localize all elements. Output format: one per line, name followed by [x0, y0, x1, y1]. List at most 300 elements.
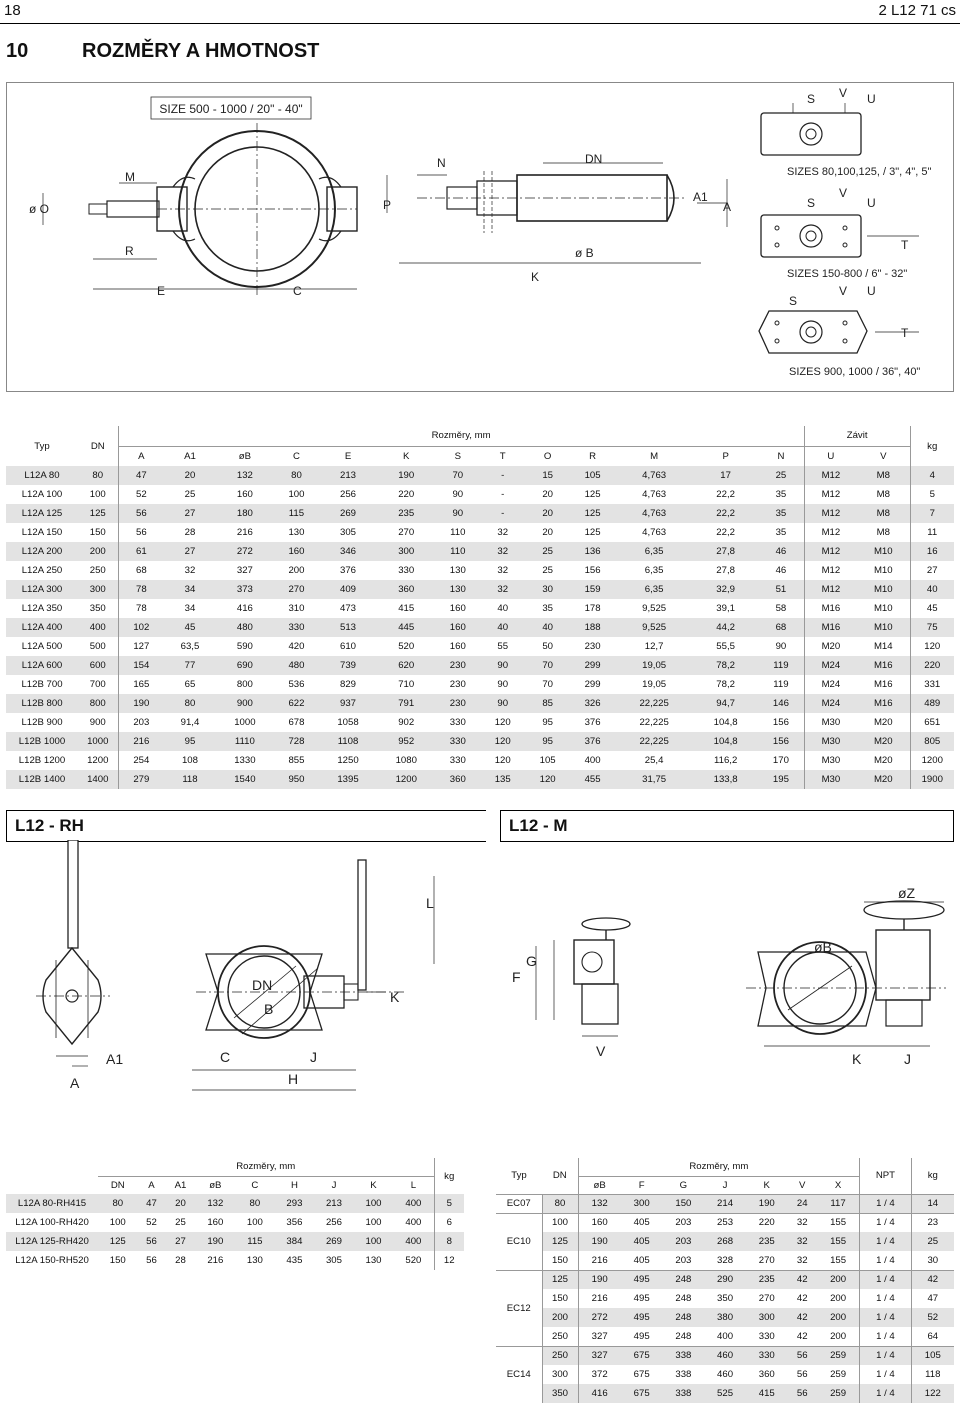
rh-table-cell: 150: [109, 1255, 126, 1266]
table-cell: 203: [118, 713, 164, 732]
table-cell: 1200: [78, 751, 118, 770]
m-table-row: [496, 1289, 954, 1308]
table-cell: 46: [758, 542, 804, 561]
m-table-cell: 200: [817, 1308, 860, 1327]
m-table-row: [496, 1213, 954, 1232]
table-cell: 78: [118, 580, 164, 599]
table-cell: 70: [525, 656, 570, 675]
m-table-cell: 23: [911, 1213, 954, 1232]
column-header: K: [377, 446, 435, 466]
table-cell: 160: [435, 618, 480, 637]
table-cell: 110: [435, 523, 480, 542]
rh-table-cell: 100: [246, 1217, 263, 1228]
rh-label-l: L: [426, 895, 434, 911]
table-cell: M24: [804, 675, 857, 694]
table-cell: 105: [525, 751, 570, 770]
table-cell: 125: [78, 504, 118, 523]
table-cell: 32: [480, 523, 525, 542]
m-table-cell: 400: [717, 1330, 734, 1342]
rh-table-cell: 8: [434, 1232, 464, 1251]
table-cell: 200: [274, 561, 319, 580]
m-table-cell: 338: [663, 1384, 705, 1403]
rh-table-cell: 125: [98, 1232, 138, 1251]
table-cell: 902: [377, 713, 435, 732]
label-p: P: [383, 198, 392, 212]
table-cell: 125: [570, 523, 615, 542]
table-cell: 489: [910, 694, 954, 713]
rh-table-cell: 47: [138, 1194, 166, 1213]
section-heading: ROZMĚRY A HMOTNOST: [82, 40, 320, 62]
m-table-cell: 495: [633, 1293, 650, 1304]
table-cell: 250: [78, 561, 118, 580]
table-cell: 78: [118, 599, 164, 618]
rh-table-cell: 25: [175, 1217, 186, 1228]
table-cell: 159: [570, 580, 615, 599]
m-table-row: [496, 1270, 954, 1289]
table-cell: 78,2: [693, 675, 758, 694]
table-cell: 739: [319, 656, 377, 675]
m-table-cell: 405: [621, 1232, 663, 1251]
table-row: [6, 542, 954, 561]
rh-column-header: DN: [110, 1179, 125, 1191]
m-table-cell: 338: [663, 1346, 705, 1365]
m-table-cell: 118: [911, 1365, 954, 1384]
rh-column-header: øB: [209, 1179, 222, 1191]
label-r: R: [125, 244, 134, 258]
m-table-cell: 380: [704, 1308, 746, 1327]
table-cell: 45: [164, 618, 216, 637]
rh-table-row: [6, 1232, 464, 1251]
m-table-cell: 1 / 4: [860, 1251, 911, 1270]
sizes-small-label: SIZES 80,100,125, / 3", 4", 5": [787, 166, 932, 178]
table-cell: 25,4: [615, 751, 693, 770]
table-cell: 360: [377, 580, 435, 599]
table-cell: 5: [910, 485, 954, 504]
m-table-cell: 525: [704, 1384, 746, 1403]
table-cell: 4,763: [615, 504, 693, 523]
table-cell: 200: [78, 542, 118, 561]
table-cell: 27: [164, 504, 216, 523]
table-cell: 1200: [377, 770, 435, 789]
m-table-cell: 405: [633, 1254, 650, 1266]
table-cell: M30: [804, 770, 857, 789]
rh-group-dimensions: Rozměry, mm: [98, 1158, 434, 1176]
m-label-f: F: [512, 969, 521, 985]
m-table-cell: 675: [621, 1346, 663, 1365]
table-cell: 90: [480, 675, 525, 694]
table-cell: 9,525: [615, 599, 693, 618]
m-table-cell: 250: [542, 1346, 578, 1365]
m-type-cell: EC10: [496, 1213, 542, 1270]
rh-label-dn: DN: [252, 977, 273, 993]
table-row: [6, 732, 954, 751]
table-cell: 1058: [319, 713, 377, 732]
rh-column-header: J: [331, 1179, 337, 1191]
table-cell: M10: [857, 599, 910, 618]
m-table-cell: 122: [911, 1384, 954, 1403]
label-t-3: T: [901, 326, 909, 340]
column-header: A1: [164, 446, 216, 466]
rh-table-cell: 216: [207, 1255, 224, 1266]
table-cell: 55: [480, 637, 525, 656]
table-cell: 40: [480, 599, 525, 618]
table-cell: 110: [435, 542, 480, 561]
label-b: ø B: [575, 246, 594, 260]
table-cell: 68: [118, 561, 164, 580]
m-table-cell: 125: [542, 1232, 578, 1251]
table-cell: 513: [319, 618, 377, 637]
table-cell: 56: [118, 504, 164, 523]
table-cell: 25: [164, 485, 216, 504]
table-row: [6, 694, 954, 713]
m-table-cell: 1 / 4: [860, 1232, 911, 1251]
table-cell: 25: [758, 466, 804, 485]
table-cell: 270: [274, 580, 319, 599]
m-table-cell: 203: [675, 1254, 692, 1266]
table-cell: 480: [274, 656, 319, 675]
m-type-cell: EC07: [496, 1194, 542, 1213]
m-table-cell: 1 / 4: [860, 1327, 911, 1346]
table-cell: 132: [216, 466, 274, 485]
rh-table-cell: 130: [365, 1255, 382, 1266]
rh-table-cell: 80: [98, 1194, 138, 1213]
table-cell: 855: [274, 751, 319, 770]
table-cell: 4: [910, 466, 954, 485]
column-header: R: [570, 446, 615, 466]
m-table-cell: 155: [817, 1213, 860, 1232]
m-type-cell: EC12: [496, 1270, 542, 1346]
table-cell: 230: [435, 694, 480, 713]
table-cell: 651: [910, 713, 954, 732]
table-row: [6, 713, 954, 732]
table-cell: 165: [118, 675, 164, 694]
label-k: K: [531, 270, 540, 284]
table-column-header: [6, 446, 954, 466]
table-cell: 125: [570, 504, 615, 523]
m-table-cell: 338: [675, 1369, 692, 1380]
table-cell: 272: [216, 542, 274, 561]
m-table-cell: 155: [830, 1254, 847, 1266]
m-section-title: L12 - M: [500, 810, 954, 842]
table-cell: 480: [216, 618, 274, 637]
m-table-cell: 1 / 4: [860, 1289, 911, 1308]
m-table-cell: 203: [663, 1232, 705, 1251]
table-cell: 330: [435, 713, 480, 732]
m-column-header: X: [834, 1179, 842, 1191]
table-cell: M14: [857, 637, 910, 656]
table-cell: M12: [804, 561, 857, 580]
column-header: øB: [216, 446, 274, 466]
table-cell: 94,7: [693, 694, 758, 713]
table-cell: 230: [435, 675, 480, 694]
m-table-cell: 235: [746, 1270, 788, 1289]
table-cell: 130: [435, 580, 480, 599]
rh-table-cell: 435: [286, 1255, 303, 1266]
label-m: M: [125, 170, 135, 184]
table-cell: 326: [570, 694, 615, 713]
table-cell: 600: [78, 656, 118, 675]
table-cell: M24: [804, 694, 857, 713]
table-cell: 35: [525, 599, 570, 618]
label-s-1: S: [807, 92, 816, 106]
m-label-z: øZ: [898, 885, 916, 901]
table-cell: M10: [857, 561, 910, 580]
table-cell: 4,763: [615, 466, 693, 485]
table-cell: 235: [377, 504, 435, 523]
table-cell: 220: [377, 485, 435, 504]
table-cell: 85: [525, 694, 570, 713]
table-row: [6, 675, 954, 694]
m-table-cell: 1 / 4: [860, 1346, 911, 1365]
m-table-cell: 42: [911, 1270, 954, 1289]
table-cell: M20: [857, 770, 910, 789]
table-cell: 376: [319, 561, 377, 580]
group-dimensions: Rozměry, mm: [118, 426, 804, 446]
table-cell: 536: [274, 675, 319, 694]
m-label-k: K: [852, 1051, 862, 1067]
table-row: [6, 485, 954, 504]
table-cell: 34: [164, 580, 216, 599]
dimension-drawing: [6, 82, 954, 392]
section-number: 10: [6, 40, 29, 62]
m-table-cell: 1 / 4: [860, 1384, 911, 1403]
table-cell: 400: [570, 751, 615, 770]
m-table-cell: 675: [633, 1369, 650, 1380]
table-cell: 16: [910, 542, 954, 561]
table-cell: 254: [118, 751, 164, 770]
m-column-header: K: [763, 1179, 770, 1191]
table-cell: 520: [377, 637, 435, 656]
table-cell: 188: [570, 618, 615, 637]
rh-table-cell: 400: [393, 1232, 434, 1251]
table-cell: M10: [857, 580, 910, 599]
rh-table-cell: 190: [196, 1232, 236, 1251]
table-cell: M8: [857, 504, 910, 523]
rh-table-row: [6, 1194, 464, 1213]
table-row: [6, 637, 954, 656]
table-cell: 22,2: [693, 504, 758, 523]
table-cell: 700: [78, 675, 118, 694]
table-cell: M16: [804, 599, 857, 618]
table-cell: 120: [910, 637, 954, 656]
m-table-cell: 415: [746, 1384, 788, 1403]
rh-table-cell: 12: [434, 1251, 464, 1270]
table-cell: 195: [758, 770, 804, 789]
m-table-row: [496, 1327, 954, 1346]
m-table-cell: 200: [817, 1270, 860, 1289]
col-kg: kg: [910, 426, 954, 466]
table-cell: 116,2: [693, 751, 758, 770]
table-cell: M16: [804, 618, 857, 637]
table-cell: 78,2: [693, 656, 758, 675]
m-table-cell: 200: [542, 1308, 578, 1327]
table-row: [6, 770, 954, 789]
group-thread: Závit: [804, 426, 910, 446]
column-header: T: [480, 446, 525, 466]
table-cell: 51: [758, 580, 804, 599]
lower-drawings: [6, 840, 954, 1110]
table-cell: 1110: [216, 732, 274, 751]
table-cell: 455: [570, 770, 615, 789]
table-cell: 590: [216, 637, 274, 656]
table-cell: 80: [78, 466, 118, 485]
m-label-j: J: [904, 1051, 911, 1067]
table-cell: 156: [758, 713, 804, 732]
m-table-cell: 290: [704, 1270, 746, 1289]
table-cell: 216: [118, 732, 164, 751]
m-table-cell: 248: [675, 1293, 692, 1304]
rh-table-cell: L12A 100-RH420: [15, 1217, 89, 1228]
table-cell: 32,9: [693, 580, 758, 599]
rh-label-k: K: [390, 989, 400, 1005]
table-cell: M10: [857, 542, 910, 561]
table-row: [6, 504, 954, 523]
table-cell: 409: [319, 580, 377, 599]
table-cell: 119: [758, 656, 804, 675]
rh-label-a1: A1: [106, 1051, 124, 1067]
rh-table-cell: 56: [146, 1255, 157, 1266]
rh-dimensions-table: [6, 1158, 464, 1270]
rh-table-cell: 115: [235, 1232, 275, 1251]
label-c: C: [293, 284, 302, 298]
table-cell: 150: [78, 523, 118, 542]
table-cell: 133,8: [693, 770, 758, 789]
rh-table-cell: 6: [434, 1213, 464, 1232]
m-table-cell: 495: [633, 1330, 650, 1342]
table-cell: 330: [435, 751, 480, 770]
column-header: C: [274, 446, 319, 466]
rh-column-header: L: [410, 1179, 417, 1191]
rh-label-h: H: [288, 1071, 299, 1087]
table-cell: 40: [910, 580, 954, 599]
table-cell: 473: [319, 599, 377, 618]
table-cell: 22,225: [615, 713, 693, 732]
rh-table-cell: 80: [235, 1194, 275, 1213]
m-table-cell: 248: [663, 1270, 705, 1289]
m-table-cell: 30: [911, 1251, 954, 1270]
table-cell: 900: [216, 694, 274, 713]
table-cell: 415: [377, 599, 435, 618]
m-table-cell: 56: [788, 1346, 817, 1365]
m-table-cell: 150: [551, 1254, 568, 1266]
rh-table-cell: 160: [207, 1217, 224, 1228]
table-cell: 30: [525, 580, 570, 599]
table-cell: M16: [857, 675, 910, 694]
table-cell: 17: [693, 466, 758, 485]
table-cell: 376: [570, 713, 615, 732]
table-cell: 130: [274, 523, 319, 542]
table-cell: M20: [857, 751, 910, 770]
table-cell: 146: [758, 694, 804, 713]
m-table-cell: 372: [578, 1365, 621, 1384]
table-cell: 216: [216, 523, 274, 542]
table-cell: 95: [525, 732, 570, 751]
table-cell: M20: [857, 732, 910, 751]
table-cell: 230: [435, 656, 480, 675]
column-header: V: [857, 446, 910, 466]
table-cell: 20: [525, 504, 570, 523]
m-table-cell: 350: [717, 1293, 734, 1304]
m-table-cell: 155: [817, 1232, 860, 1251]
m-table-cell: 125: [542, 1270, 578, 1289]
table-cell: 900: [78, 713, 118, 732]
table-cell: 32: [480, 561, 525, 580]
label-n: N: [437, 156, 446, 170]
m-table-cell: 1 / 4: [860, 1194, 911, 1213]
m-table-cell: 203: [663, 1213, 705, 1232]
m-table-row: [496, 1365, 954, 1384]
rh-section-title: L12 - RH: [6, 810, 486, 842]
table-cell: 791: [377, 694, 435, 713]
table-cell: L12B 1400: [6, 770, 78, 789]
table-cell: 12,7: [615, 637, 693, 656]
m-col-dn: DN: [552, 1170, 567, 1182]
table-cell: 19,05: [615, 656, 693, 675]
table-cell: 269: [319, 504, 377, 523]
m-table-cell: 250: [551, 1330, 568, 1342]
col-typ: Typ: [6, 426, 78, 466]
table-cell: 1080: [377, 751, 435, 770]
m-column-header: G: [679, 1179, 688, 1191]
table-cell: 20: [525, 485, 570, 504]
rh-table-cell: 20: [165, 1194, 195, 1213]
table-cell: 800: [216, 675, 274, 694]
label-u-2: U: [867, 196, 876, 210]
table-cell: 22,225: [615, 732, 693, 751]
m-table-cell: 117: [817, 1194, 860, 1213]
table-cell: 95: [525, 713, 570, 732]
table-cell: 279: [118, 770, 164, 789]
m-table-cell: 190: [578, 1232, 621, 1251]
table-cell: 500: [78, 637, 118, 656]
table-cell: 75: [910, 618, 954, 637]
m-table-cell: 32: [796, 1254, 808, 1266]
table-cell: L12B 800: [6, 694, 78, 713]
m-col-npt: NPT: [860, 1158, 911, 1194]
table-row: [6, 466, 954, 485]
m-table-cell: 56: [796, 1369, 808, 1380]
m-column-header: øB: [578, 1176, 621, 1194]
rh-table-cell: 256: [325, 1217, 342, 1228]
column-header: A: [118, 446, 164, 466]
table-cell: 90: [480, 656, 525, 675]
table-cell: 350: [78, 599, 118, 618]
table-cell: 125: [570, 485, 615, 504]
table-cell: M20: [804, 637, 857, 656]
table-cell: -: [480, 504, 525, 523]
table-cell: L12A 150: [6, 523, 78, 542]
m-table-cell: 300: [746, 1308, 788, 1327]
table-cell: 102: [118, 618, 164, 637]
table-cell: 1000: [216, 713, 274, 732]
table-cell: 180: [216, 504, 274, 523]
m-table-cell: 56: [788, 1384, 817, 1403]
table-cell: 1400: [78, 770, 118, 789]
table-cell: 119: [758, 675, 804, 694]
table-cell: 330: [274, 618, 319, 637]
table-cell: 416: [216, 599, 274, 618]
m-table-cell: 220: [746, 1213, 788, 1232]
table-cell: 118: [164, 770, 216, 789]
table-cell: M12: [804, 504, 857, 523]
m-table-cell: 327: [578, 1327, 621, 1346]
table-cell: 373: [216, 580, 274, 599]
table-cell: 32: [164, 561, 216, 580]
document-code: 2 L12 71 cs: [878, 2, 956, 19]
table-cell: 950: [274, 770, 319, 789]
rh-table-row: [6, 1251, 464, 1270]
rh-table-cell: 400: [393, 1194, 434, 1213]
